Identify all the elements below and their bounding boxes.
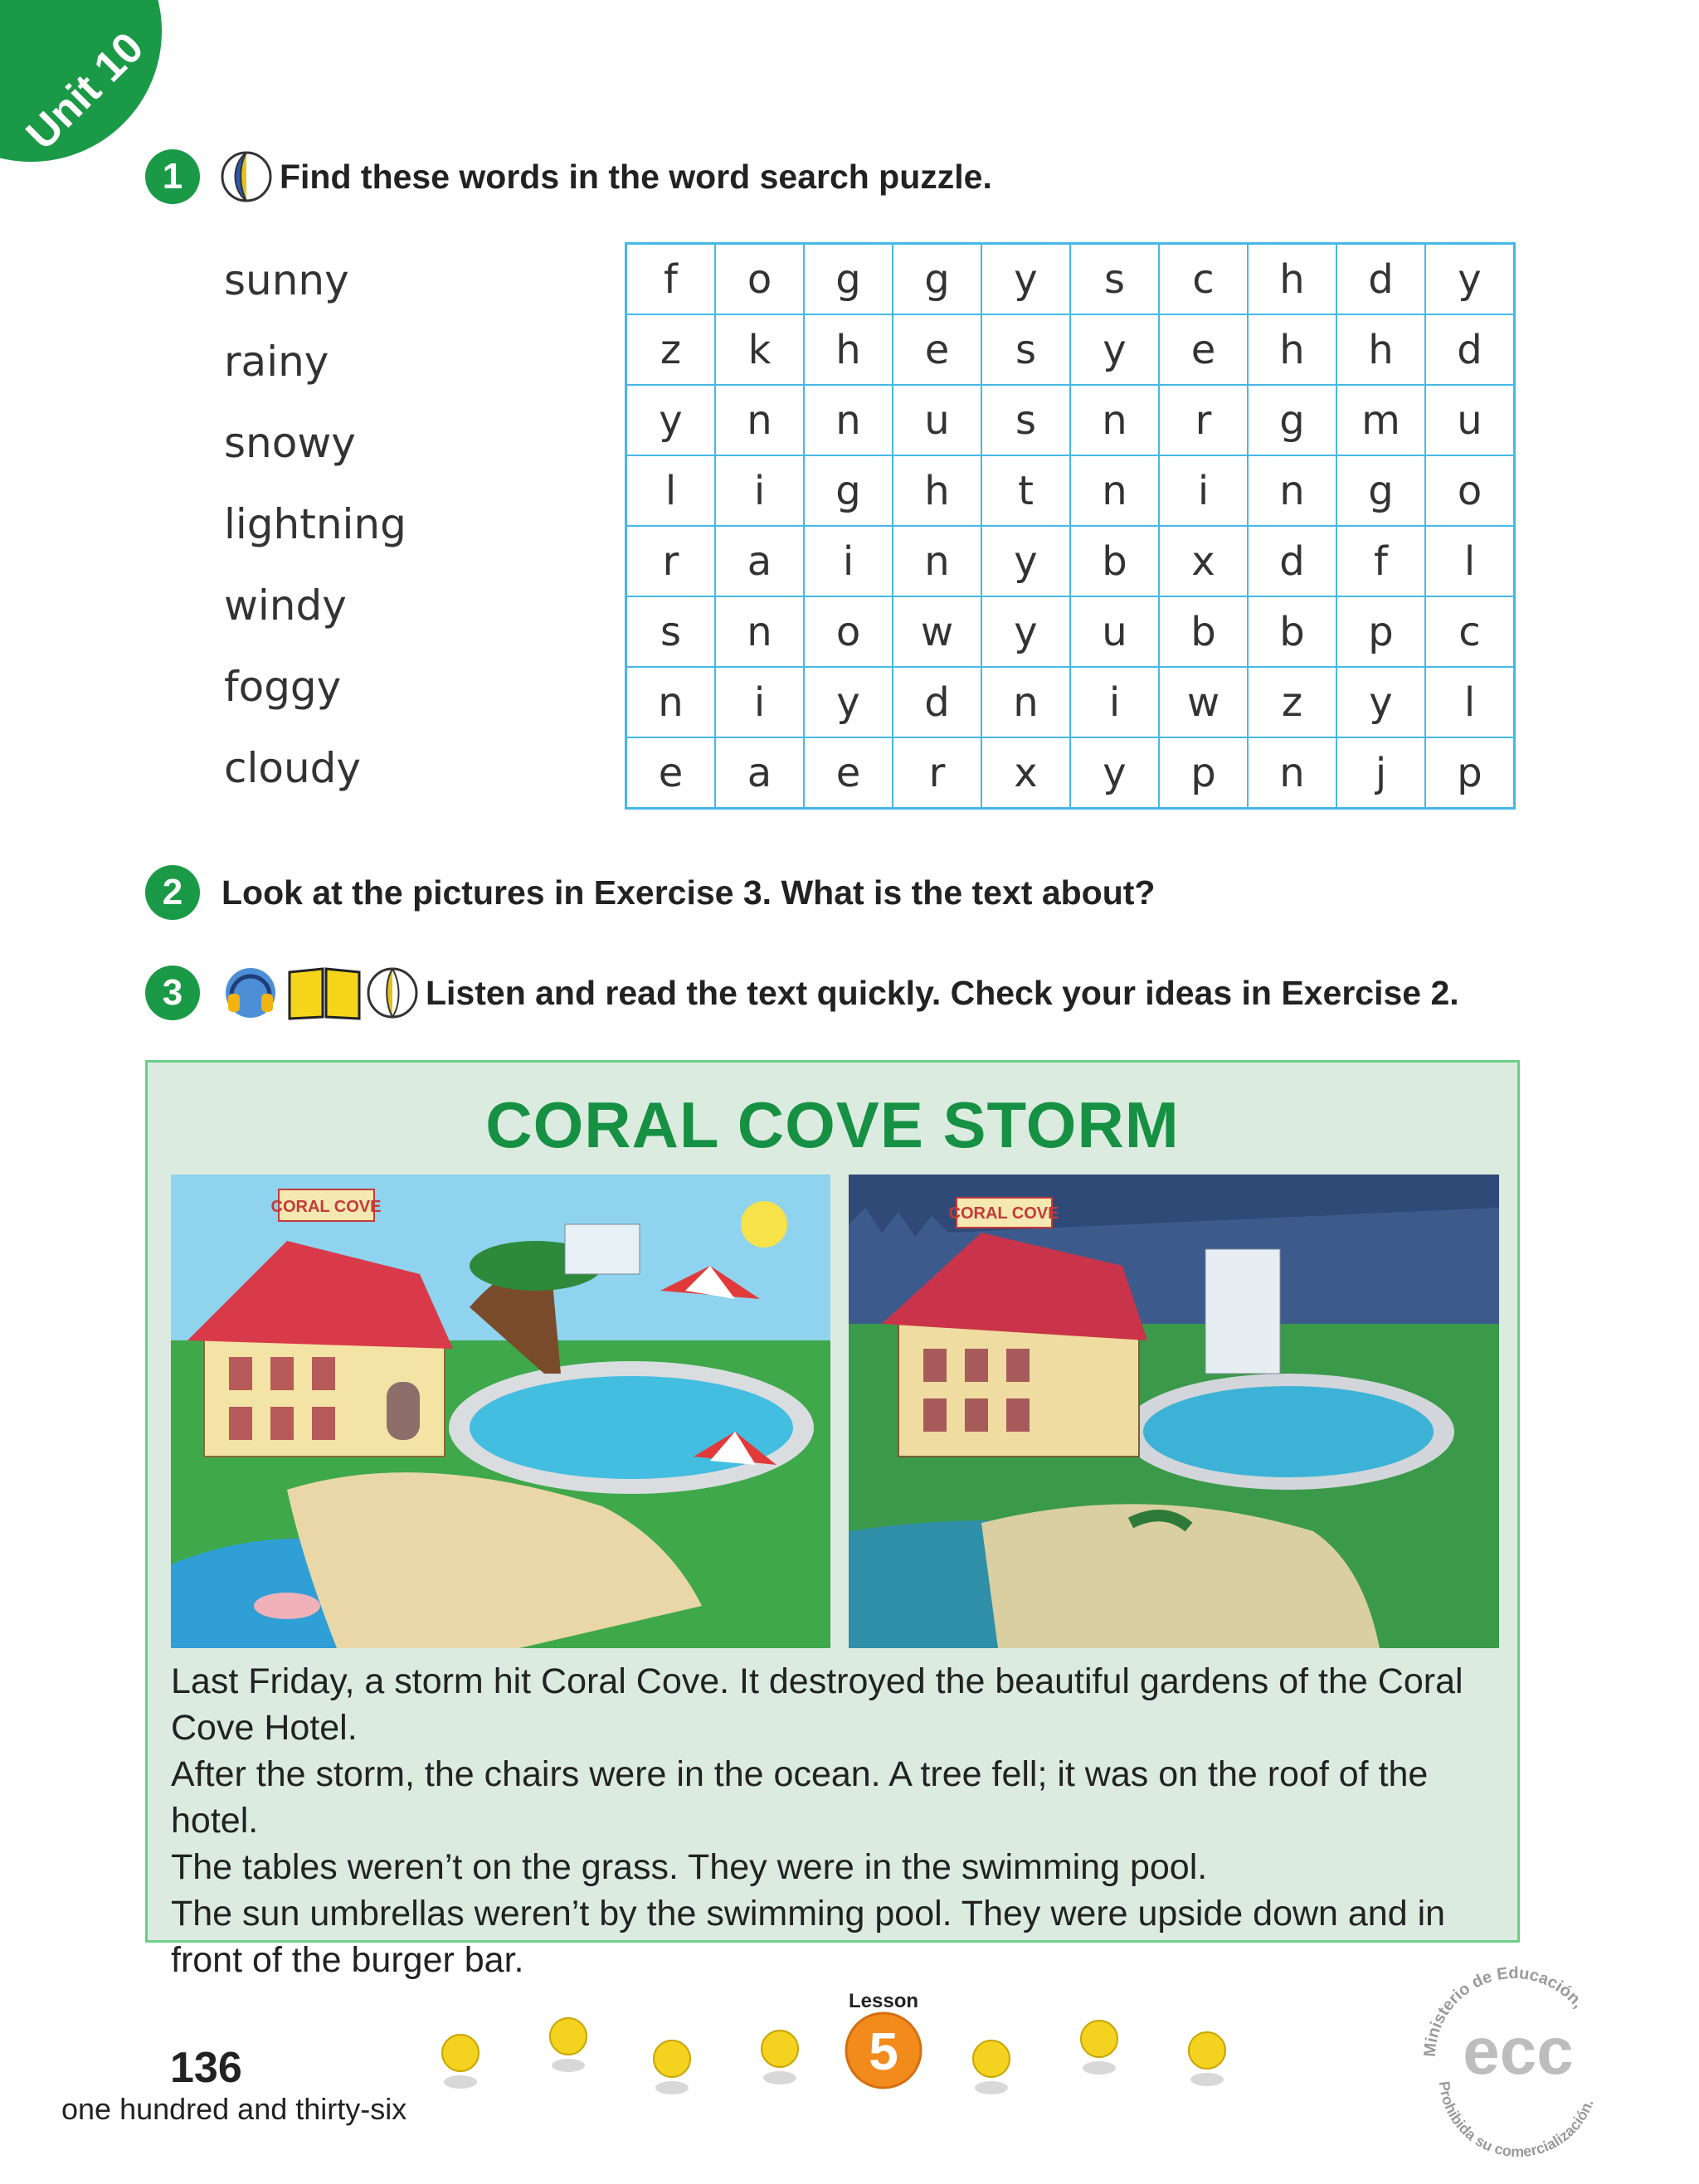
word-item: snowy (224, 419, 356, 467)
word-item: sunny (224, 256, 349, 304)
grid-cell[interactable]: l (1425, 667, 1515, 737)
grid-cell[interactable]: u (893, 385, 981, 455)
grid-cell[interactable]: y (1336, 667, 1425, 737)
grid-cell[interactable]: c (1159, 244, 1248, 315)
story-box (145, 1060, 1520, 1980)
beach-ball-icon (220, 150, 273, 203)
stamp-logo: ecc (1463, 2014, 1574, 2088)
grid-cell[interactable]: r (1159, 385, 1248, 455)
grid-cell[interactable]: i (1159, 455, 1248, 526)
grid-cell[interactable]: b (1159, 596, 1248, 667)
grid-cell[interactable]: i (804, 526, 893, 596)
word-item: lightning (224, 500, 406, 548)
page-number-words: one hundred and thirty-six (61, 2092, 407, 2126)
word-item: rainy (224, 338, 329, 386)
grid-cell[interactable]: d (1248, 526, 1336, 596)
grid-cell[interactable]: z (1248, 667, 1336, 737)
hotel-sign-text: CORAL COVE (270, 1198, 382, 1216)
grid-cell[interactable]: y (626, 385, 716, 455)
exercise-2 (145, 865, 1155, 920)
grid-cell[interactable]: w (893, 596, 981, 667)
grid-cell[interactable]: e (804, 737, 893, 809)
grid-cell[interactable]: c (1425, 596, 1515, 667)
grid-cell[interactable]: m (1336, 385, 1425, 455)
grid-cell[interactable]: l (1425, 526, 1515, 596)
grid-cell[interactable]: g (1248, 385, 1336, 455)
grid-cell[interactable]: f (626, 244, 716, 315)
exercise-number: 3 (145, 966, 200, 1020)
grid-cell[interactable]: o (804, 596, 893, 667)
grid-cell[interactable]: k (715, 314, 804, 385)
svg-text:Prohibida su comercialización. (1436, 2080, 1597, 2160)
grid-cell[interactable]: o (1425, 455, 1515, 526)
grid-cell[interactable]: n (804, 385, 893, 455)
story-paragraph: After the storm, the chairs were in the ocean. A tree fell; it was on the roof of the hotel. (171, 1754, 1429, 1841)
unit-label: Unit 10 (17, 23, 153, 159)
stormy-hotel-illustration (849, 1175, 1499, 1648)
exercise-3 (145, 962, 1459, 1024)
grid-cell[interactable]: n (715, 596, 804, 667)
grid-cell[interactable]: a (715, 737, 804, 809)
hotel-sign-text: CORAL COVE (948, 1204, 1059, 1223)
book-icon (286, 964, 363, 1022)
exercise-1 (145, 149, 992, 204)
grid-row (626, 314, 1515, 385)
headphones-icon (220, 962, 281, 1024)
grid-row (626, 526, 1515, 596)
stamp-bottom-text: Prohibida su comercialización. (1435, 2080, 1597, 2161)
grid-cell[interactable]: g (893, 244, 981, 315)
word-item: cloudy (224, 744, 361, 792)
grid-cell[interactable]: r (626, 526, 716, 596)
exercise-instruction: Look at the pictures in Exercise 3. What is the text about? (222, 873, 1156, 912)
grid-cell[interactable]: n (1070, 455, 1159, 526)
grid-cell[interactable]: n (1070, 385, 1159, 455)
grid-cell[interactable]: y (804, 667, 893, 737)
grid-cell[interactable]: d (1336, 244, 1425, 315)
grid-cell[interactable]: j (1336, 737, 1425, 809)
grid-cell[interactable]: b (1248, 596, 1336, 667)
grid-cell[interactable]: p (1336, 596, 1425, 667)
grid-cell[interactable]: g (1336, 455, 1425, 526)
grid-cell[interactable]: s (626, 596, 716, 667)
grid-cell[interactable]: s (981, 385, 1070, 455)
grid-cell[interactable]: x (1159, 526, 1248, 596)
exercise-number: 2 (145, 865, 200, 920)
story-title: CORAL COVE STORM (485, 1088, 1180, 1161)
grid-cell[interactable]: i (715, 667, 804, 737)
grid-cell[interactable]: h (1248, 314, 1336, 385)
grid-cell[interactable]: y (1070, 737, 1159, 809)
grid-cell[interactable]: y (1070, 314, 1159, 385)
grid-cell[interactable]: s (1070, 244, 1159, 315)
grid-cell[interactable]: e (626, 737, 716, 809)
grid-cell[interactable]: y (981, 596, 1070, 667)
grid-cell[interactable]: d (893, 667, 981, 737)
grid-cell[interactable]: e (893, 314, 981, 385)
grid-cell[interactable]: d (1425, 314, 1515, 385)
grid-cell[interactable]: u (1070, 596, 1159, 667)
story-paragraph: The sun umbrellas weren’t by the swimming pool. They were upside down and in front of the burger bar. (171, 1894, 1446, 1980)
grid-cell[interactable]: r (893, 737, 981, 809)
grid-cell[interactable]: u (1425, 385, 1515, 455)
grid-cell[interactable]: g (804, 455, 893, 526)
lesson-label: Lesson (848, 1990, 919, 2012)
grid-cell[interactable]: y (981, 526, 1070, 596)
story-paragraph: Last Friday, a storm hit Coral Cove. It destroyed the beautiful gardens of the Coral Cove Hotel. (171, 1661, 1463, 1748)
grid-cell[interactable]: g (804, 244, 893, 315)
word-list (224, 247, 406, 816)
sunny-hotel-illustration (171, 1175, 830, 1648)
grid-cell[interactable]: n (1248, 737, 1336, 809)
grid-cell[interactable]: i (1070, 667, 1159, 737)
grid-cell[interactable]: y (1425, 244, 1515, 315)
grid-row (626, 596, 1515, 667)
grid-cell[interactable]: p (1425, 737, 1515, 809)
stamp-top-text: Ministerio de Educación, (1420, 1963, 1588, 2058)
word-item: windy (224, 581, 347, 630)
grid-cell[interactable]: y (981, 244, 1070, 315)
grid-row (626, 667, 1515, 737)
ministry-stamp (1402, 1941, 1626, 2165)
word-item: foggy (224, 663, 342, 711)
grid-cell[interactable]: t (981, 455, 1070, 526)
grid-cell[interactable]: x (981, 737, 1070, 809)
grid-row (626, 455, 1515, 526)
grid-cell[interactable]: s (981, 314, 1070, 385)
grid-cell[interactable]: h (1248, 244, 1336, 315)
story-text (171, 1658, 1498, 1983)
grid-cell[interactable]: l (626, 455, 716, 526)
grid-cell[interactable]: o (715, 244, 804, 315)
grid-row (626, 385, 1515, 455)
beach-ball-icon (366, 966, 419, 1019)
story-paragraph: The tables weren’t on the grass. They were in the swimming pool. (171, 1847, 1208, 1887)
grid-cell[interactable]: n (626, 667, 716, 737)
grid-cell[interactable]: e (1159, 314, 1248, 385)
grid-cell[interactable]: p (1159, 737, 1248, 809)
grid-cell[interactable]: i (715, 455, 804, 526)
lesson-strip (431, 1974, 1244, 2107)
grid-cell[interactable]: w (1159, 667, 1248, 737)
grid-cell[interactable]: f (1336, 526, 1425, 596)
grid-cell[interactable]: z (626, 314, 716, 385)
lesson-number: 5 (869, 2021, 898, 2081)
grid-cell[interactable]: a (715, 526, 804, 596)
exercise-instruction: Listen and read the text quickly. Check your ideas in Exercise 2. (426, 973, 1459, 1012)
grid-cell[interactable]: h (893, 455, 981, 526)
exercise-number: 1 (145, 149, 200, 204)
grid-cell[interactable]: n (893, 526, 981, 596)
grid-row (626, 737, 1515, 809)
grid-cell[interactable]: b (1070, 526, 1159, 596)
grid-cell[interactable]: n (1248, 455, 1336, 526)
grid-row (626, 244, 1515, 315)
exercise-instruction: Find these words in the word search puzzle. (280, 157, 992, 196)
grid-cell[interactable]: h (804, 314, 893, 385)
grid-cell[interactable]: n (981, 667, 1070, 737)
word-search-grid (625, 242, 1516, 810)
grid-cell[interactable]: n (715, 385, 804, 455)
grid-cell[interactable]: h (1336, 314, 1425, 385)
page-number: 136 (170, 2044, 242, 2092)
